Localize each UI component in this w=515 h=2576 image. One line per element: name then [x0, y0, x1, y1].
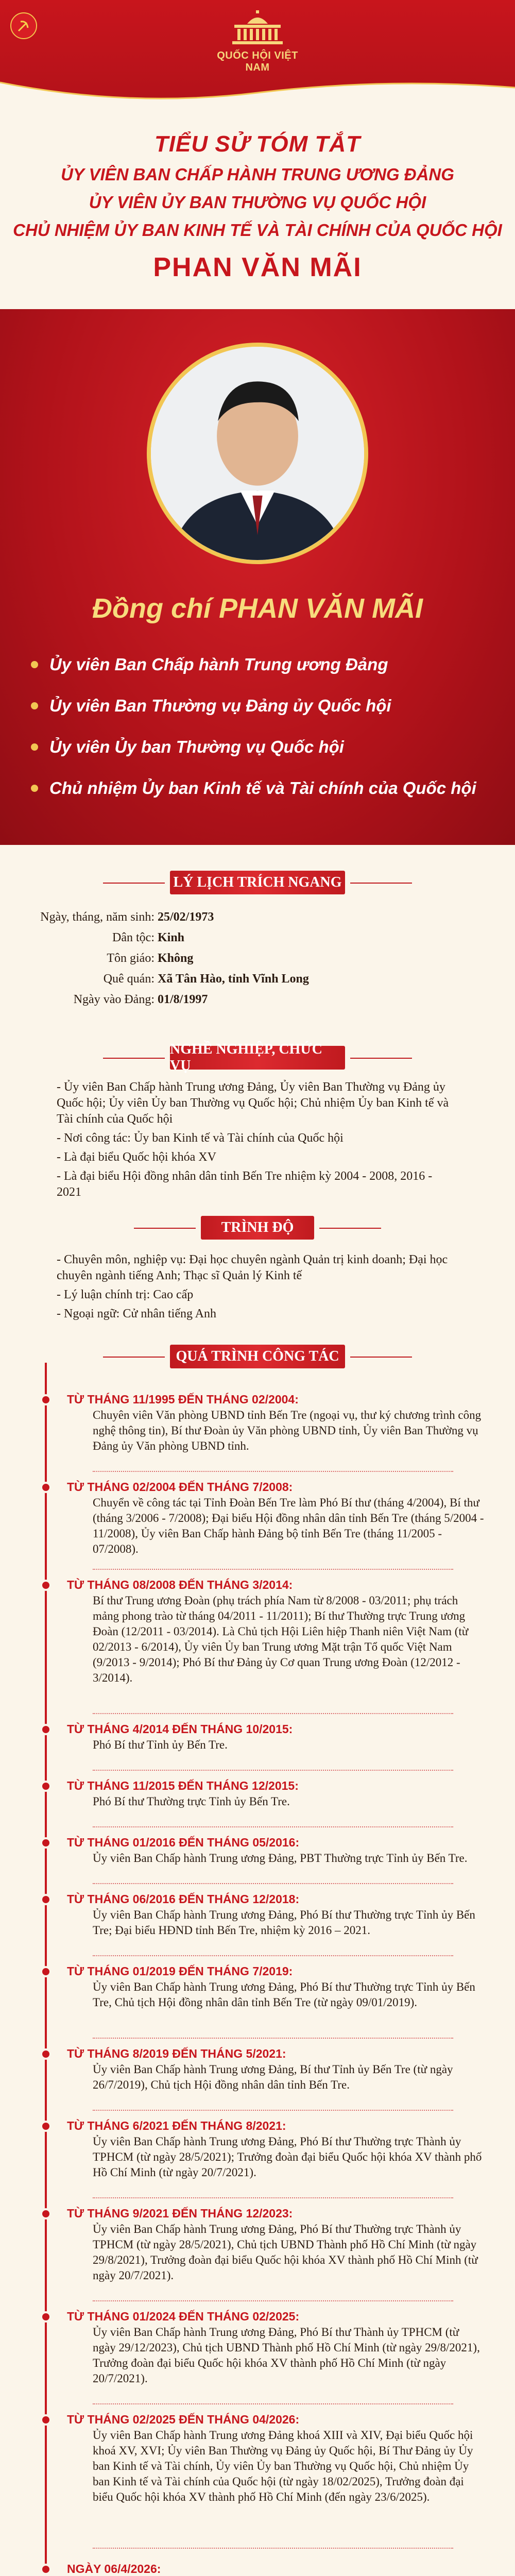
- trinh-do-item: - Chuyên môn, nghiệp vụ: Đại học chuyên ngành Quản trị kinh doanh; Đại học chuyên ngành tiếng Anh; Thạc sĩ Quản lý Kinh tế: [57, 1253, 448, 1282]
- title-line-3: CHỦ NHIỆM ỦY BAN KINH TẾ VÀ TÀI CHÍNH CỦA QUỐC HỘI: [13, 221, 502, 240]
- timeline-period: TỪ THÁNG 01/2016 ĐẾN THÁNG 05/2016:: [67, 1836, 300, 1849]
- timeline-period: TỪ THÁNG 11/2015 ĐẾN THÁNG 12/2015:: [67, 1779, 299, 1792]
- timeline-dot-icon: [40, 1580, 52, 1591]
- timeline-text: Bí thư Trung ương Đoàn (phụ trách phía Nam từ 8/2008 - 03/2011; phụ trách mảng phong trào từ tháng 04/2011 - 11/2011); Bí thư Thường trực Trung ương Đoàn (12/2011 - 03/2014). Là Chủ tịch Hội Liên hiệp Thanh niên Việt Nam (từ 02/2013 - 6/2014), Ủy viên Ủy ban Trung ương Mặt trận Tổ quốc Việt Nam (9/2013 - 9/2014); Phó Bí thư Đảng ủy Cơ quan Trung ương Đoàn (12/2012 - 3/2014).: [93, 1594, 469, 1684]
- info-label: Ngày, tháng, năm sinh:: [40, 910, 154, 924]
- timeline-text: Ủy viên Ban Chấp hành Trung ương Đảng, Phó Bí thư Thường trực Tỉnh ủy Bến Tre; Đại biểu HĐND tỉnh Bến Tre, nhiệm kỳ 2016 – 2021.: [93, 1908, 475, 1937]
- nghe-nghiep-block: [57, 1079, 458, 1204]
- title-main: TIỂU SỬ TÓM TẮT: [154, 131, 361, 157]
- timeline-dot-icon: [40, 1837, 52, 1849]
- title-line-1: ỦY VIÊN BAN CHẤP HÀNH TRUNG ƯƠNG ĐẢNG: [61, 165, 454, 184]
- timeline-entry: [36, 2561, 484, 2576]
- timeline-text: Ủy viên Ban Chấp hành Trung ương Đảng, PBT Thường trực Tỉnh ủy Bến Tre.: [93, 1852, 468, 1865]
- portrait-photo: [147, 343, 368, 564]
- timeline-entry: [36, 2117, 484, 2180]
- timeline-entry: [36, 1577, 484, 1686]
- timeline-text: Phó Bí thư Thường trực Tỉnh ủy Bến Tre.: [93, 1795, 290, 1808]
- timeline-entry: [36, 1479, 484, 1557]
- timeline-period: TỪ THÁNG 02/2004 ĐẾN THÁNG 7/2008:: [67, 1480, 293, 1494]
- timeline-divider: [93, 1883, 453, 1885]
- timeline-entry: [36, 1891, 484, 1938]
- timeline-dot-icon: [40, 2121, 52, 2132]
- timeline-dot-icon: [40, 1966, 52, 1977]
- comrade-name: Đồng chí PHAN VĂN MÃI: [92, 593, 423, 624]
- info-value: Kinh: [158, 931, 185, 944]
- role-list: [31, 649, 494, 814]
- info-label: Dân tộc:: [112, 931, 154, 944]
- role-item: [31, 649, 494, 680]
- timeline-period: TỪ THÁNG 8/2019 ĐẾN THÁNG 5/2021:: [67, 2047, 286, 2060]
- timeline-dot-icon: [40, 1781, 52, 1792]
- info-row-birth: [0, 907, 515, 927]
- section-heading-nghe-nghiep: NGHỀ NGHIỆP, CHỨC VỤ: [170, 1046, 345, 1070]
- timeline-divider: [93, 1955, 453, 1957]
- timeline-text: Ủy viên Ban Chấp hành Trung ương Đảng, Phó Bí thư Thành ủy TPHCM (từ ngày 29/12/2023), Chủ tịch UBND Thành phố Hồ Chí Minh (từ ngày 29/8/2021), Trưởng đoàn đại biểu Quốc hội khóa XV thành phố Hồ Chí Minh (từ ngày 20/7/2021).: [93, 2326, 480, 2385]
- timeline-dot-icon: [40, 1894, 52, 1905]
- timeline-period: TỪ THÁNG 4/2014 ĐẾN THÁNG 10/2015:: [67, 1722, 293, 1736]
- section-heading-ly-lich: LÝ LỊCH TRÍCH NGANG: [170, 871, 345, 894]
- header-wave: [0, 72, 515, 113]
- timeline-divider: [93, 1471, 453, 1472]
- timeline-text: Chuyên viên Văn phòng UBND tỉnh Bến Tre (ngoại vụ, thư ký chương trình công nghệ thông tin), Bí thư Đoàn ủy Văn phòng UBND tỉnh, Ủy viên Ban Thường vụ Đảng ủy Văn phòng UBND tỉnh.: [93, 1409, 482, 1452]
- role-item: [31, 732, 494, 762]
- timeline-period: TỪ THÁNG 11/1995 ĐẾN THÁNG 02/2004:: [67, 1393, 299, 1406]
- timeline-period: TỪ THÁNG 9/2021 ĐẾN THÁNG 12/2023:: [67, 2207, 293, 2220]
- timeline-entry: [36, 1963, 484, 2010]
- nghe-nghiep-item: - Nơi công tác: Ủy ban Kinh tế và Tài chính của Quốc hội: [57, 1131, 344, 1145]
- bullet-icon: [31, 743, 38, 751]
- role-text: Chủ nhiệm Ủy ban Kinh tế và Tài chính của Quốc hội: [49, 778, 476, 798]
- portrait-placeholder: [151, 347, 364, 560]
- timeline-entry: [36, 1834, 484, 1866]
- timeline-period: TỪ THÁNG 06/2016 ĐẾN THÁNG 12/2018:: [67, 1892, 300, 1906]
- title-line-2: ỦY VIÊN ỦY BAN THƯỜNG VỤ QUỐC HỘI: [89, 193, 426, 212]
- role-text: Ủy viên Ban Thường vụ Đảng ủy Quốc hội: [49, 696, 391, 715]
- info-value: 01/8/1997: [158, 993, 208, 1006]
- timeline-entry: [36, 1721, 484, 1753]
- nghe-nghiep-item: - Là đại biểu Quốc hội khóa XV: [57, 1150, 216, 1164]
- timeline-text: Ủy viên Ban Chấp hành Trung ương Đảng, Phó Bí thư Thường trực Thành ủy TPHCM (từ ngày 28/5/2021); Trưởng đoàn đại biểu Quốc hội khóa XV thành phố Hồ Chí Minh (từ ngày 20/7/2021).: [93, 2135, 482, 2179]
- info-value: Xã Tân Hào, tỉnh Vĩnh Long: [158, 972, 309, 986]
- trinh-do-item: - Ngoại ngữ: Cử nhân tiếng Anh: [57, 1307, 216, 1320]
- info-row-ethnicity: [0, 927, 515, 948]
- timeline-text: Ủy viên Ban Chấp hành Trung ương Đảng, Bí thư Tỉnh ủy Bến Tre (từ ngày 26/7/2019), Chủ tịch Hội đồng nhân dân tỉnh Bến Tre.: [93, 2063, 453, 2091]
- section-heading-qua-trinh: QUÁ TRÌNH CÔNG TÁC: [170, 1345, 345, 1368]
- info-label: Ngày vào Đảng:: [73, 993, 154, 1006]
- timeline-divider: [93, 2038, 453, 2039]
- timeline-period: NGÀY 06/4/2026:: [67, 2562, 161, 2575]
- info-row-hometown: [0, 969, 515, 989]
- timeline-divider: [93, 2548, 453, 2549]
- party-flag-icon: [10, 12, 37, 39]
- info-value: Không: [158, 952, 194, 965]
- nghe-nghiep-item: - Là đại biểu Hội đồng nhân dân tỉnh Bến Tre nhiệm kỳ 2004 - 2008, 2016 - 2021: [57, 1170, 433, 1199]
- logo-text: QUỐC HỘI VIỆT NAM: [217, 50, 298, 73]
- timeline-entry: [36, 1391, 484, 1454]
- timeline-dot-icon: [40, 1482, 52, 1493]
- timeline-dot-icon: [40, 2564, 52, 2575]
- timeline-divider: [93, 2197, 453, 2199]
- bullet-icon: [31, 702, 38, 709]
- timeline-dot-icon: [40, 2208, 52, 2219]
- timeline-entry: [36, 2205, 484, 2283]
- timeline-divider: [93, 1569, 453, 1570]
- ly-lich-block: [0, 907, 515, 1010]
- timeline-text: Ủy viên Ban Chấp hành Trung ương Đảng, Phó Bí thư Thường trực Thành ủy TPHCM (từ ngày 28/5/2021), Chủ tịch UBND Thành phố Hồ Chí Minh (từ ngày 29/8/2021), Trưởng đoàn đại biểu Quốc hội khóa XV thành phố Hồ Chí Minh (từ ngày 20/7/2021).: [93, 2223, 478, 2282]
- role-item: [31, 690, 494, 721]
- section-heading-trinh-do: TRÌNH ĐỘ: [201, 1216, 314, 1240]
- timeline-period: TỪ THÁNG 01/2019 ĐẾN THÁNG 7/2019:: [67, 1964, 293, 1978]
- timeline-entry: [36, 2045, 484, 2093]
- national-assembly-logo: [209, 8, 306, 73]
- timeline-divider: [93, 2110, 453, 2111]
- trinh-do-block: [57, 1252, 458, 1325]
- timeline-divider: [93, 1826, 453, 1828]
- timeline-divider: [93, 2403, 453, 2405]
- header-banner: [0, 0, 515, 103]
- timeline-dot-icon: [40, 2048, 52, 2060]
- timeline-entry: [36, 2411, 484, 2505]
- timeline-divider: [93, 1713, 453, 1715]
- timeline-divider: [93, 2300, 453, 2302]
- info-label: Tôn giáo:: [107, 952, 154, 965]
- title-block: [0, 131, 515, 283]
- bullet-icon: [31, 785, 38, 792]
- timeline-text: Phó Bí thư Tỉnh ủy Bến Tre.: [93, 1738, 228, 1751]
- role-text: Ủy viên Ban Chấp hành Trung ương Đảng: [49, 655, 388, 674]
- timeline-period: TỪ THÁNG 02/2025 ĐẾN THÁNG 04/2026:: [67, 2413, 300, 2426]
- timeline-dot-icon: [40, 2414, 52, 2426]
- trinh-do-item: - Lý luận chính trị: Cao cấp: [57, 1288, 194, 1301]
- timeline-text: Ủy viên Ban Chấp hành Trung ương Đảng khoá XIII và XIV, Đại biểu Quốc hội khoá XV, XVI; Ủy viên Ban Thường vụ Đảng ủy Quốc hội, Bí Thư Đảng ủy Ủy ban Kinh tế và Tài chính, Ủy viên Ủy ban Thường vụ Quốc hội, Chủ nhiệm Ủy ban Kinh tế và Tài chính của Quốc hội (từ ngày 18/02/2025), Trưởng đoàn đại biểu Quốc hội khóa XV thành phố Hồ Chí Minh (đến ngày 23/6/2025).: [93, 2429, 473, 2503]
- info-value: 25/02/1973: [158, 910, 214, 924]
- timeline-text: Ủy viên Ban Chấp hành Trung ương Đảng, Phó Bí thư Thường trực Tỉnh ủy Bến Tre, Chủ tịch Hội đồng nhân dân tỉnh Bến Tre (từ ngày 09/01/2019).: [93, 1980, 475, 2009]
- nghe-nghiep-item: - Ủy viên Ban Chấp hành Trung ương Đảng, Ủy viên Ban Thường vụ Đảng ủy Quốc hội; Ủy viên Ủy ban Thường vụ Quốc hội; Chủ nhiệm Ủy ban Kinh tế và Tài chính của Quốc hội: [57, 1080, 449, 1126]
- role-item: [31, 773, 494, 804]
- timeline-entry: [36, 1777, 484, 1809]
- info-row-party-join: [0, 989, 515, 1010]
- timeline-period: TỪ THÁNG 08/2008 ĐẾN THÁNG 3/2014:: [67, 1578, 293, 1591]
- timeline-entry: [36, 2308, 484, 2386]
- timeline-dot-icon: [40, 1724, 52, 1735]
- timeline-text: Chuyển về công tác tại Tỉnh Đoàn Bến Tre làm Phó Bí thư (tháng 4/2004), Bí thư (tháng 3/2006 - 7/2008); Đại biểu Hội đồng nhân dân tỉnh Bến Tre (tháng 5/2004 - 11/2008), Ủy viên Ban Chấp hành Đảng bộ tỉnh Bến Tre (tháng 11/2005 - 07/2008).: [93, 1496, 484, 1555]
- timeline-period: TỪ THÁNG 01/2024 ĐẾN THÁNG 02/2025:: [67, 2310, 300, 2323]
- title-name: PHAN VĂN MÃI: [153, 252, 362, 282]
- role-text: Ủy viên Ủy ban Thường vụ Quốc hội: [49, 737, 344, 756]
- assembly-building-icon: [229, 8, 286, 46]
- info-row-religion: [0, 948, 515, 969]
- timeline-dot-icon: [40, 2311, 52, 2323]
- timeline-period: TỪ THÁNG 6/2021 ĐẾN THÁNG 8/2021:: [67, 2119, 286, 2132]
- timeline-dot-icon: [40, 1394, 52, 1405]
- timeline-divider: [93, 1770, 453, 1771]
- info-label: Quê quán:: [103, 972, 154, 986]
- bullet-icon: [31, 661, 38, 668]
